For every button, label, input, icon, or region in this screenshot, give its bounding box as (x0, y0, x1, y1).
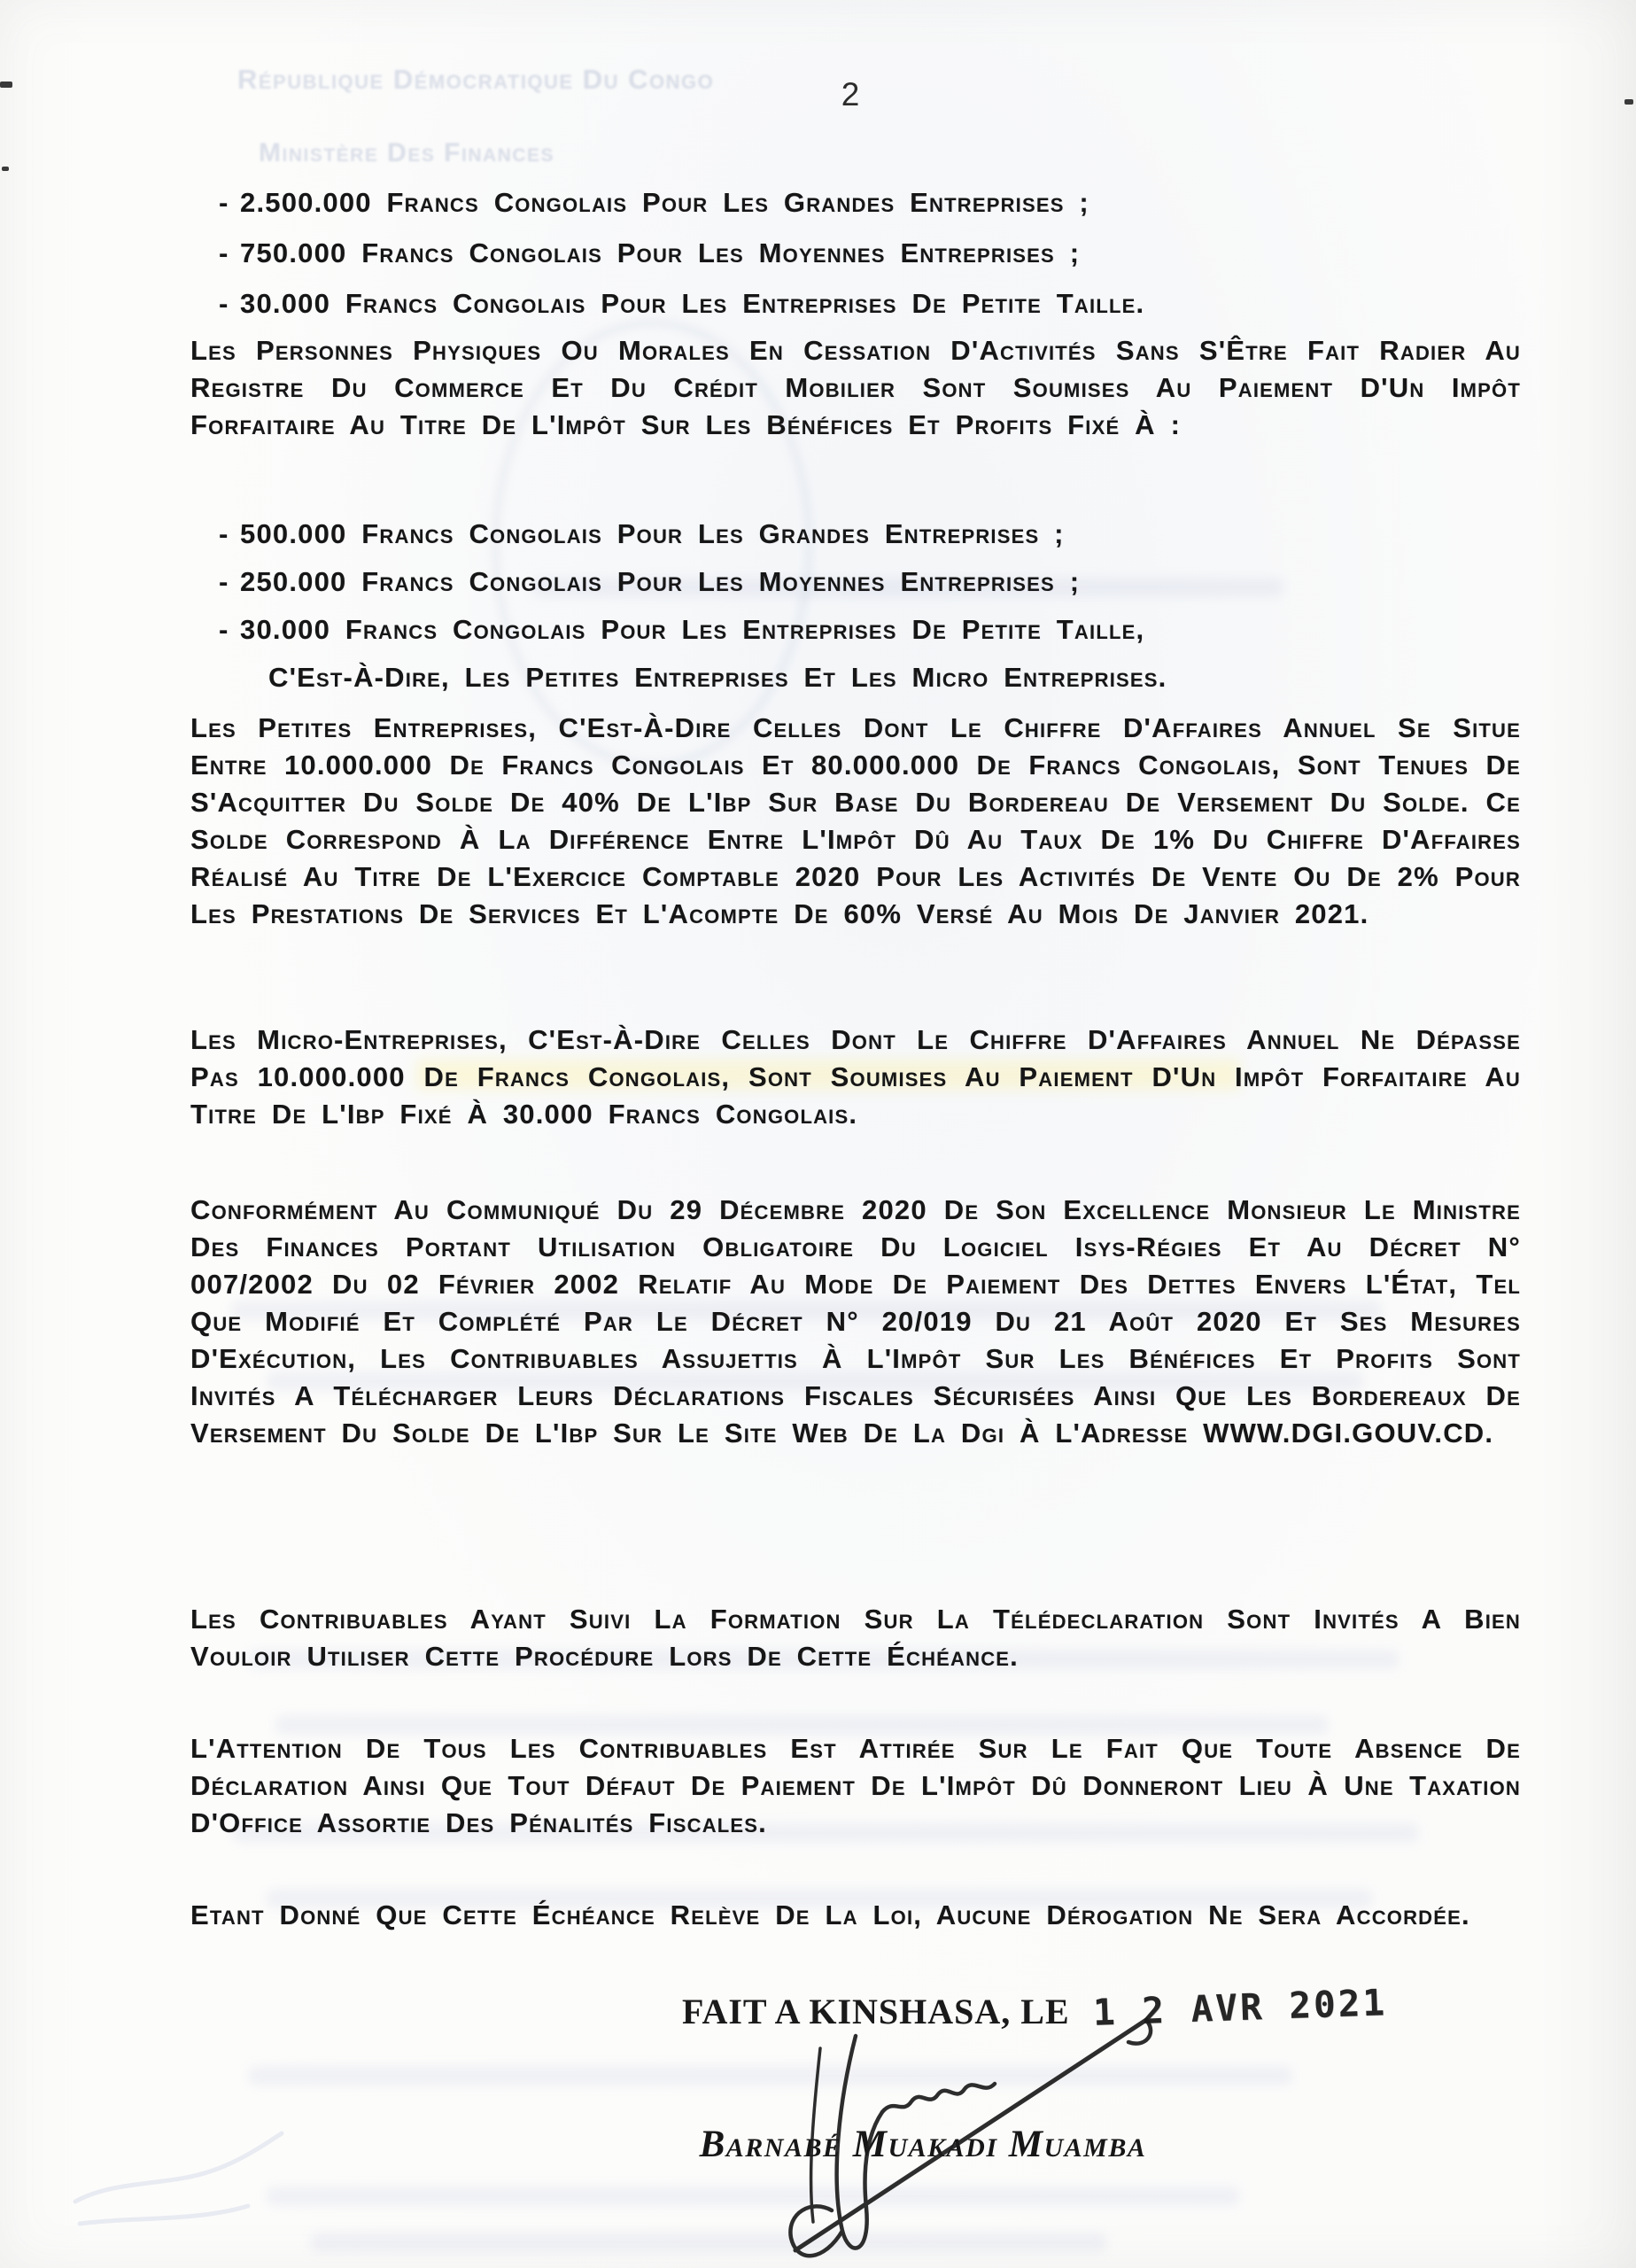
ghost-ink-artifact (62, 2117, 292, 2241)
forfait-cessation-list (190, 510, 1521, 702)
page-number: 2 (841, 76, 860, 113)
paragraph-teledeclaration: Les Contribuables Ayant Suivi La Formation Sur La Télédeclaration Sont Invités A Bien Vouloir Utiliser Cette Procédure Lors De Cette Échéance. (190, 1604, 1521, 1672)
paragraph-micro-entreprises: Les Micro-Entreprises, C'Est-À-Dire Celles Dont Le Chiffre D'Affaires Annuel Ne Dépasse Pas 10.000.000 De Francs Congolais, Sont Soumises Au Paiement D'Un Impôt Forfaitaire Au Titre De L'Ibp Fixé À 30.000 Francs Congolais. (190, 1024, 1521, 1130)
paragraph-petites-entreprises: Les Petites Entreprises, C'Est-À-Dire Celles Dont Le Chiffre D'Affaires Annuel Se Situe Entre 10.000.000 De Francs Congolais Et 80.000.000 De Francs Congolais, Sont Tenues De S'Acquitter Du Solde De 40% De L'Ibp Sur Base Du Bordereau De Versement Du Solde. Ce Solde Correspond À La Différence Entre L'Impôt Dû Au Taux De 1% Du Chiffre D'Affaires Réalisé Au Titre De L'Exercice Comptable 2020 Pour Les Activités De Vente Ou De 2% Pour Les Prestations De Services Et L'Acompte De 60% Versé Au Mois De Janvier 2021. (190, 712, 1521, 929)
list-item: - 30.000 Francs Congolais Pour Les Entreprises De Petite Taille, (240, 606, 1521, 654)
paragraph-etant-donne: Etant Donné Que Cette Échéance Relève De La Loi, Aucune Dérogation Ne Sera Accordée. (190, 1899, 1470, 1930)
ghost-letterhead-line1: République Démocratique Du Congo (237, 64, 715, 95)
list-item: - 500.000 Francs Congolais Pour Les Grandes Entreprises ; (240, 510, 1521, 558)
forfait-amounts-list (190, 177, 1521, 329)
list-item: - 250.000 Francs Congolais Pour Les Moyennes Entreprises ; (240, 558, 1521, 606)
paragraph-cessation: Les Personnes Physiques Ou Morales En Cessation D'Activités Sans S'Être Fait Radier Au Registre Du Commerce Et Du Crédit Mobilier Sont Soumises Au Paiement D'Un Impôt Forfaitaire Au Titre De L'Impôt Sur Les Bénéfices Et Profits Fixé À : (190, 335, 1521, 440)
paragraph-conformement: Conformément Au Communiqué Du 29 Décembre 2020 De Son Excellence Monsieur Le Ministre Des Finances Portant Utilisation Obligatoire Du Logiciel Isys-Régies Et Au Décret N° 007/2002 Du 02 Février 2002 Relatif Au Mode De Paiement Des Dettes Envers L'État, Tel Que Modifié Et Complété Par Le Décret N° 20/019 Du 21 Août 2020 Et Ses Mesures D'Exécution, Les Contribuables Assujettis À L'Impôt Sur Les Bénéfices Et Profits Sont Invités A Télécharger Leurs Déclarations Fiscales Sécurisées Ainsi Que Les Bordereaux De Versement Du Solde De L'Ibp Sur Le Site Web De La Dgi À L'Adresse WWW.DGI.GOUV.CD. (190, 1194, 1521, 1449)
list-item-continuation: C'Est-À-Dire, Les Petites Entreprises Et Les Micro Entreprises. (268, 662, 1167, 693)
signature-ink (691, 1999, 1187, 2266)
scan-speck (2, 167, 9, 171)
signatory-name: Barnabé Muakadi Muamba (699, 2124, 1147, 2165)
list-item: - 2.500.000 Francs Congolais Pour Les Grandes Entreprises ; (240, 177, 1521, 228)
scan-speck (0, 82, 12, 88)
fait-a-kinshasa-label: FAIT A KINSHASA, LE (682, 1992, 1070, 2031)
paragraph-attention: L'Attention De Tous Les Contribuables Est Attirée Sur Le Fait Que Toute Absence De Déclaration Ainsi Que Tout Défaut De Paiement De L'Impôt Dû Donneront Lieu À Une Taxation D'Office Assortie Des Pénalités Fiscales. (190, 1733, 1521, 1838)
date-stamp: 1 2 AVR 2021 (1091, 1981, 1388, 2034)
list-item: - 750.000 Francs Congolais Pour Les Moyennes Entreprises ; (240, 228, 1521, 278)
list-item: - 30.000 Francs Congolais Pour Les Entreprises De Petite Taille. (240, 278, 1521, 329)
scan-speck (1624, 99, 1633, 105)
ghost-letterhead-line2: Ministère Des Finances (259, 138, 555, 167)
